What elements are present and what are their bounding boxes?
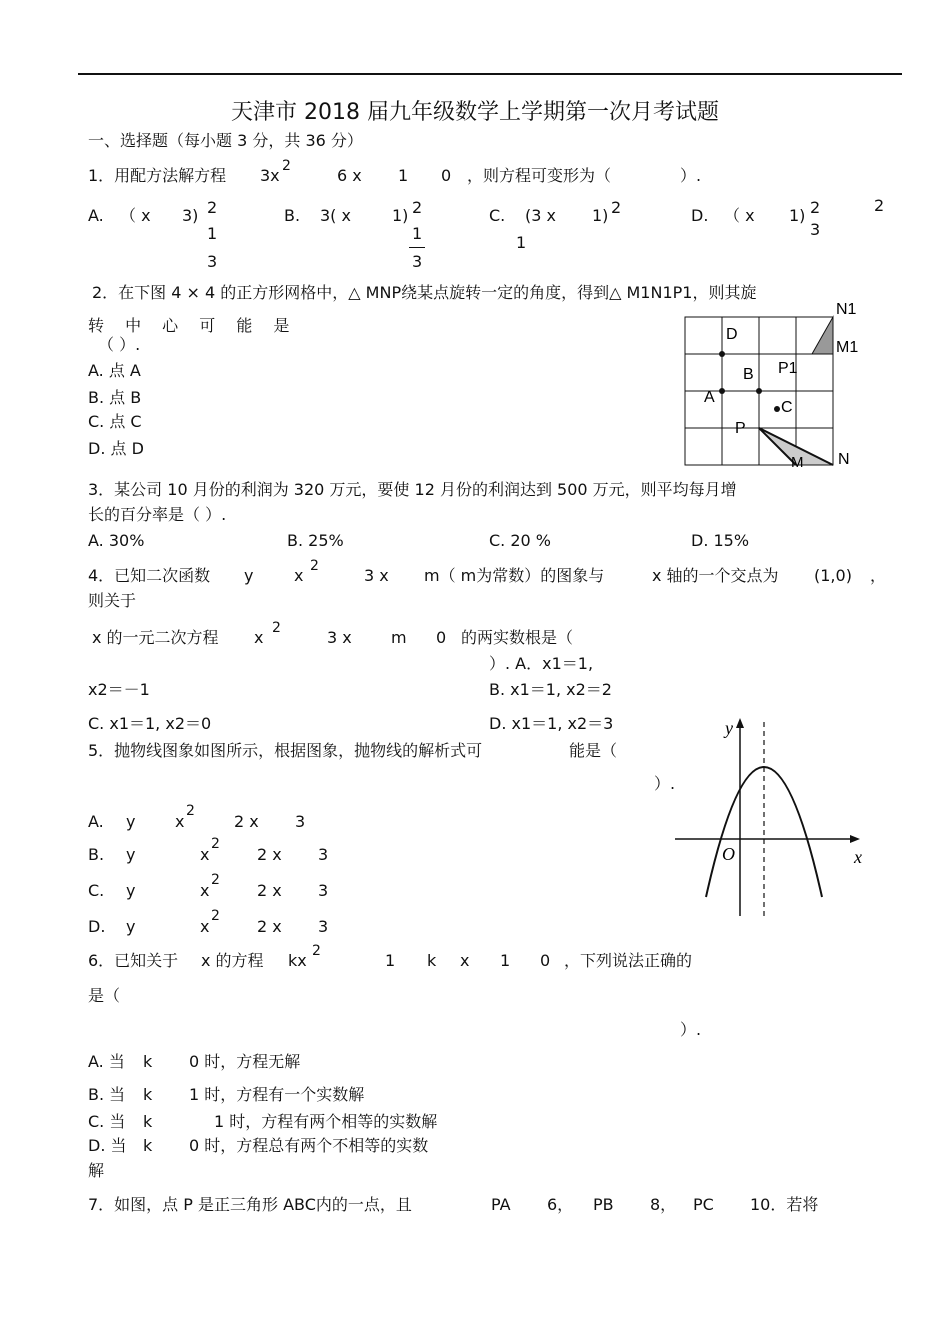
q1-c-expr: (3 x: [525, 206, 556, 225]
q1-option-c: C.: [489, 206, 506, 225]
x-axis-arrow: [850, 835, 860, 843]
q1-d-num: 2: [810, 198, 821, 217]
q5-parabola-figure: [672, 712, 872, 918]
label-n1: N1: [836, 301, 857, 318]
q4-option-b: B. x1＝1, x2＝2: [489, 680, 612, 699]
q1-option-a: A.: [88, 206, 104, 225]
origin-label: O: [722, 844, 735, 864]
q7-eq: 6，: [547, 1195, 574, 1214]
label-n: N: [838, 451, 850, 468]
q1-c-num: 1: [516, 233, 527, 252]
q2-stem: 2．在下图 4 × 4 的正方形网格中，△ MNP绕某点旋转一定的角度，得到△ M1N1P1，则其旋: [92, 283, 757, 302]
q6-option-b: B. 当: [88, 1085, 126, 1104]
q4-func-exp: 2: [310, 558, 319, 574]
axis-y-label: y: [725, 718, 733, 738]
q5-d-expr: 3: [318, 917, 329, 936]
q1-a-den: 3: [207, 252, 218, 271]
q6-d-k: k: [143, 1136, 153, 1155]
q1-d-exp: 2: [874, 196, 885, 215]
q4-stem: 4．已知二次函数: [88, 566, 211, 585]
q5-option-b: B.: [88, 845, 105, 864]
q5-d-expr: x: [200, 917, 210, 936]
q3-stem-2: 长的百分率是（ ）.: [88, 505, 227, 524]
label-m: M: [791, 454, 804, 471]
q4-func: 3 x: [364, 566, 389, 585]
label-c: C: [781, 399, 793, 416]
q5-option-a: A.: [88, 812, 104, 831]
q6-stem: 6．已知关于: [88, 951, 179, 970]
q5-d-expr: 2 x: [257, 917, 282, 936]
q6-b-text: 1 时，方程有一个实数解: [189, 1085, 365, 1104]
q6-eq: x: [460, 951, 470, 970]
q4-eq: x: [254, 628, 264, 647]
q6-a-k: k: [143, 1052, 153, 1071]
q4-option-a: ）. A．x1＝1,: [489, 654, 594, 673]
q2-option-d: D. 点 D: [88, 439, 144, 458]
q5-d-exp: 2: [211, 908, 220, 924]
q5-a-expr: y: [126, 812, 136, 831]
q4-eq: 0: [436, 628, 447, 647]
q5-b-expr: y: [126, 845, 136, 864]
q6-option-d: D. 当: [88, 1136, 127, 1155]
q1-a-num: 2: [207, 198, 218, 217]
q7-eq: PB: [593, 1195, 614, 1214]
q1-b-num: 1: [412, 224, 423, 243]
q6-c-k: k: [143, 1112, 153, 1131]
q1-eq: ）.: [680, 166, 702, 185]
q1-option-d: D.: [691, 206, 709, 225]
page-title: 天津市 2018 届九年级数学上学期第一次月考试题: [231, 100, 719, 125]
q6-eq-exp: 2: [312, 943, 321, 959]
q4-option-a-2: x2＝－1: [88, 680, 150, 699]
q4-func: y: [244, 566, 254, 585]
q5-d-expr: y: [126, 917, 136, 936]
point-d: [719, 351, 725, 357]
q4-eq: 的两实数根是（: [461, 628, 574, 647]
q1-a-expr: 3): [182, 206, 199, 225]
q5-c-expr: x: [200, 881, 210, 900]
q5-a-exp: 2: [186, 803, 195, 819]
q5-a-expr: x: [175, 812, 185, 831]
point-b: [756, 388, 762, 394]
q1-eq: 6 x: [337, 166, 362, 185]
q5-c-expr: 3: [318, 881, 329, 900]
q1-d-expr: （ x: [724, 206, 755, 225]
q1-b-den: 3: [412, 252, 423, 271]
q5-a-expr: 3: [295, 812, 306, 831]
q4-stem-3: x 的一元二次方程: [92, 628, 219, 647]
q6-d-text: 0 时，方程总有两个不相等的实数: [189, 1136, 429, 1155]
q3-option-a: A. 30%: [88, 531, 145, 550]
q5-b-exp: 2: [211, 836, 220, 852]
q4-option-c: C. x1＝1, x2＝0: [88, 714, 212, 733]
q6-b-k: k: [143, 1085, 153, 1104]
q1-d-den: 3: [810, 220, 821, 239]
q7-eq: 10．若将: [750, 1195, 819, 1214]
q4-option-d: D. x1＝1, x2＝3: [489, 714, 614, 733]
q3-option-b: B. 25%: [287, 531, 344, 550]
q1-eq: 1: [398, 166, 409, 185]
q7-stem: 7．如图，点 P 是正三角形 ABC内的一点，且: [88, 1195, 412, 1214]
q5-c-expr: y: [126, 881, 136, 900]
q7-eq: PC: [693, 1195, 714, 1214]
q4-stem-2: 则关于: [88, 591, 137, 610]
q1-b-expr: 1): [392, 206, 409, 225]
q6-option-a: A. 当: [88, 1052, 125, 1071]
q6-eq: 0: [540, 951, 551, 970]
q2-option-c: C. 点 C: [88, 412, 142, 431]
top-rule: [78, 73, 902, 75]
q1-eq: 0: [441, 166, 452, 185]
q2-paren: （ ）.: [98, 335, 141, 354]
label-d: D: [726, 326, 738, 343]
q2-stem-2: 转 中 心 可 能 是: [88, 316, 298, 335]
q4-eq: m: [391, 628, 407, 647]
point-c: [774, 406, 780, 412]
label-p: P: [735, 420, 746, 437]
q3-stem: 3．某公司 10 月份的利润为 320 万元，要使 12 月份的利润达到 500 万元，则平均每月增: [88, 480, 737, 499]
q7-eq: 8，: [650, 1195, 677, 1214]
q5-b-expr: 2 x: [257, 845, 282, 864]
label-m1: M1: [836, 339, 859, 356]
q5-a-expr: 2 x: [234, 812, 259, 831]
y-axis-arrow: [736, 718, 744, 728]
q3-option-d: D. 15%: [691, 531, 750, 550]
q1-a-num: 1: [207, 224, 218, 243]
q4-func: x 轴的一个交点为: [652, 566, 779, 585]
q1-eq: 3x: [260, 166, 280, 185]
q6-eq: 1: [500, 951, 511, 970]
q1-exp: 2: [282, 158, 291, 174]
q1-c-expr: 1): [592, 206, 609, 225]
q6-eq: x 的方程: [201, 951, 264, 970]
q4-point: (1,0): [814, 566, 852, 585]
section-heading: 一、选择题（每小题 3 分，共 36 分）: [88, 131, 363, 150]
q5-option-c: C.: [88, 881, 105, 900]
q4-eq: 3 x: [327, 628, 352, 647]
q4-eq-exp: 2: [272, 620, 281, 636]
triangle-m1n1p1: [812, 317, 833, 354]
point-a: [719, 388, 725, 394]
q1-c-exp: 2: [611, 198, 622, 217]
q1-d-expr: 1): [789, 206, 806, 225]
q2-option-a: A. 点 A: [88, 361, 141, 380]
q6-stem-2: 是（: [88, 986, 121, 1005]
q6-eq: k: [427, 951, 437, 970]
q1-option-b: B.: [284, 206, 301, 225]
q5-stem-b: 能是（: [569, 741, 618, 760]
q5-b-expr: 3: [318, 845, 329, 864]
q2-grid-figure: [680, 296, 880, 474]
q5-option-d: D.: [88, 917, 106, 936]
q5-c-exp: 2: [211, 872, 220, 888]
q5-b-expr: x: [200, 845, 210, 864]
q5-c-expr: 2 x: [257, 881, 282, 900]
q6-d-text-2: 解: [88, 1161, 105, 1180]
q4-func: ，: [870, 566, 887, 585]
label-a: A: [704, 389, 715, 406]
q7-eq: PA: [491, 1195, 511, 1214]
label-p1: P1: [778, 360, 798, 377]
q1-b-expr: 3( x: [320, 206, 351, 225]
q6-eq: 1: [385, 951, 396, 970]
q1-eq: ，则方程可变形为（: [467, 166, 612, 185]
q5-paren: ）.: [654, 774, 676, 793]
q3-option-c: C. 20 %: [489, 531, 551, 550]
axis-x-label: x: [854, 847, 862, 867]
q1-stem: 1．用配方法解方程: [88, 166, 227, 185]
q1-a-expr: （ x: [120, 206, 151, 225]
q6-eq: ，下列说法正确的: [564, 951, 693, 970]
q6-eq: kx: [288, 951, 307, 970]
q5-stem: 5．抛物线图象如图所示，根据图象，抛物线的解析式可: [88, 741, 483, 760]
q6-c-text: 1 时，方程有两个相等的实数解: [214, 1112, 438, 1131]
label-b: B: [743, 366, 754, 383]
q6-option-c: C. 当: [88, 1112, 126, 1131]
q6-paren: ）.: [680, 1020, 702, 1039]
q1-b-num: 2: [412, 198, 423, 217]
q1-b-fraction-bar: [409, 247, 425, 248]
q2-option-b: B. 点 B: [88, 388, 142, 407]
q4-func: m（ m为常数）的图象与: [424, 566, 605, 585]
q4-func: x: [294, 566, 304, 585]
q6-a-text: 0 时，方程无解: [189, 1052, 301, 1071]
